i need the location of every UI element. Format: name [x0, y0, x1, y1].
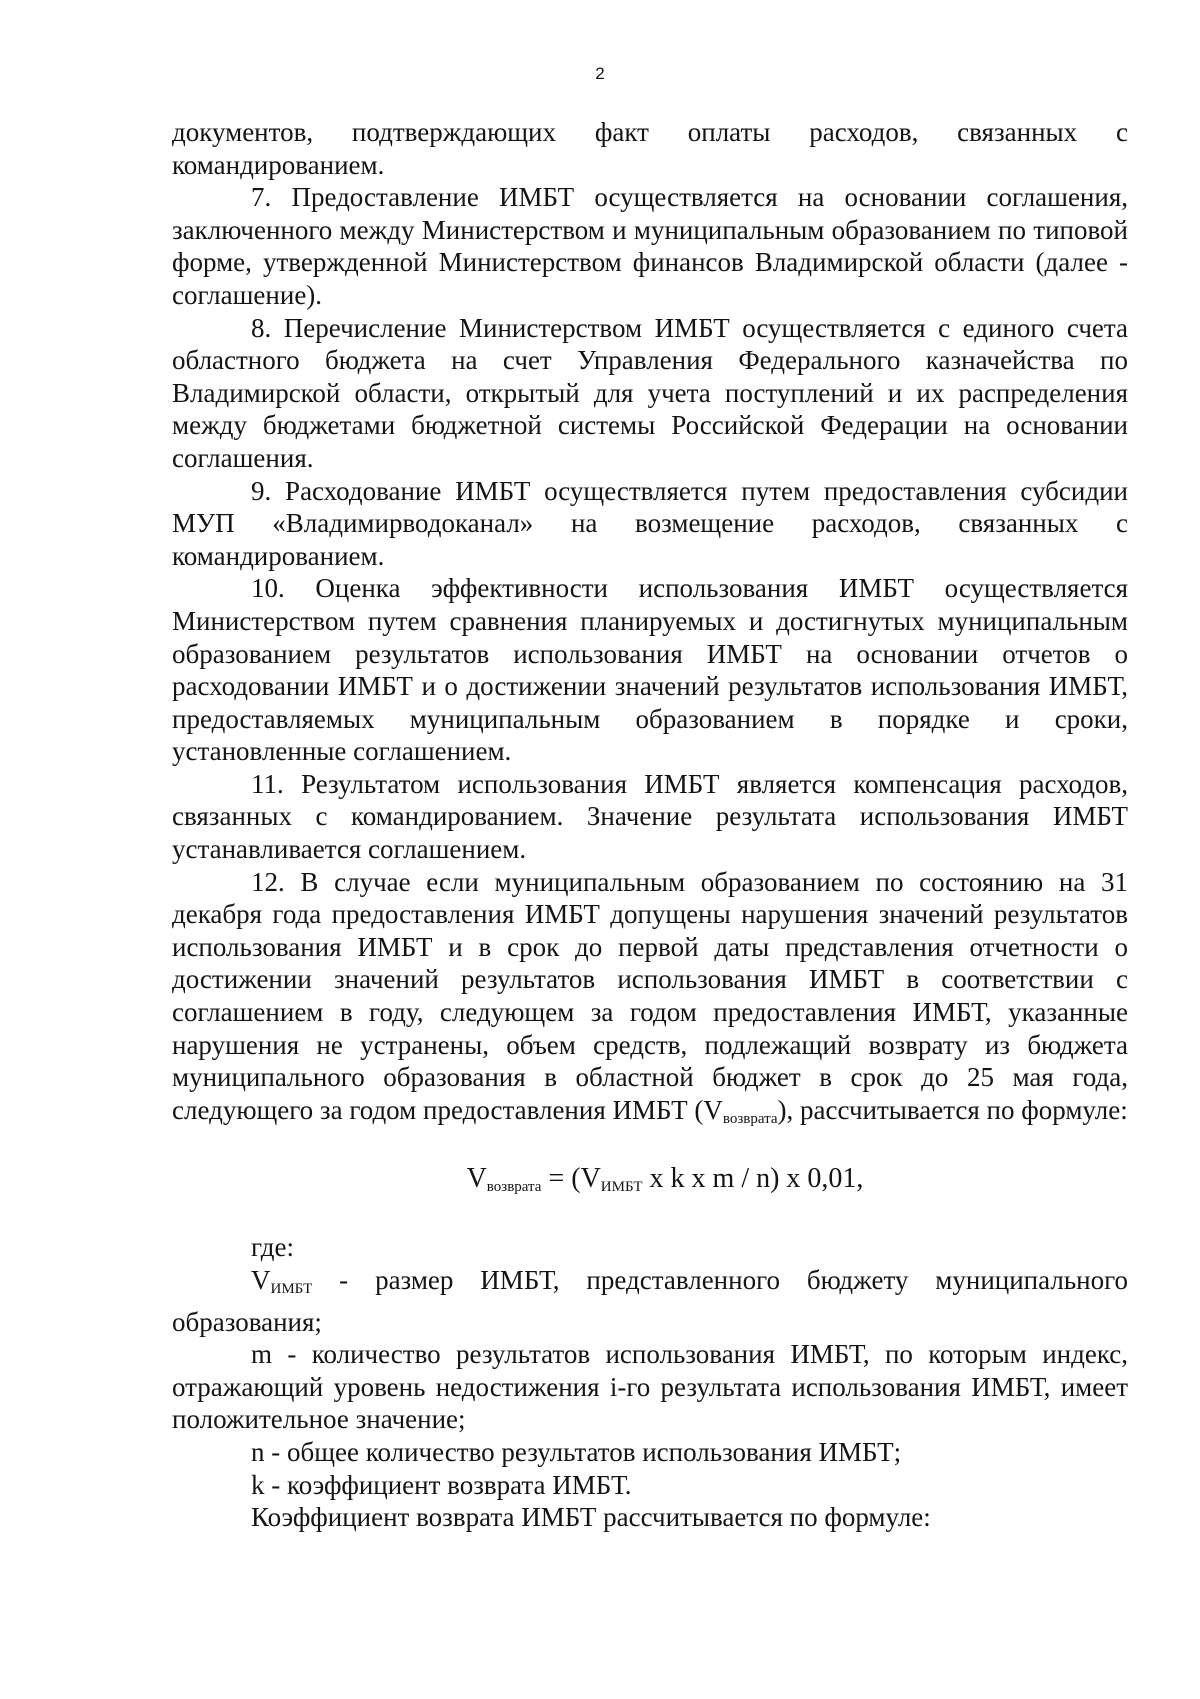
formula-eq-open: = (V	[541, 1163, 601, 1195]
paragraph-11: 11. Результатом использования ИМБТ является компенсация расходов, связанных с командированием. Значение результата использования ИМБТ устанавливается соглашением.	[172, 768, 1128, 865]
paragraph-12-subscript: возврата	[722, 1110, 778, 1127]
formula-imbt-subscript: ИМБТ	[600, 1179, 643, 1196]
formula-v: V	[466, 1163, 487, 1195]
paragraph-continuation: документов, подтверждающих факт оплаты расходов, связанных с командированием.	[172, 117, 1128, 180]
coefficient-line: Коэффициент возврата ИМБТ рассчитывается по формуле:	[251, 1502, 931, 1533]
paragraph-12	[172, 866, 1128, 1136]
definition-n: n - общее количество результатов использования ИМБТ;	[251, 1436, 902, 1467]
formula-v-subscript: возврата	[486, 1179, 542, 1196]
page-number: 2	[595, 64, 605, 83]
definition-m: m - количество результатов использования ИМБТ, по которым индекс, отражающий уровень недостижения i-го результата использования ИМБТ, имеет положительное значение;	[172, 1339, 1128, 1435]
definition-text: - размер ИМБТ, представленного бюджету муниципального образования;	[172, 1265, 1128, 1337]
where-label: где:	[251, 1232, 294, 1263]
paragraph-9: 9. Расходование ИМБТ осуществляется путем предоставления субсидии МУП «Владимирводоканал» на возмещение расходов, связанных с командированием.	[172, 475, 1128, 571]
definition-v-imbt	[172, 1264, 1128, 1338]
definition-symbol: V	[251, 1265, 271, 1295]
paragraph-12-text: 12. В случае если муниципальным образованием по состоянию на 31 декабря года предоставления ИМБТ допущены нарушения значений результатов использования ИМБТ и в срок до первой даты представления отчетности о достижении значений результатов использования ИМБТ в соответствии с соглашением в году, следующем за годом предоставления ИМБТ, указанные нарушения не устранены, объем средств, подлежащий возврату из бюджета муниципального образования в областной бюджет в срок до 25 мая года, следующего за годом предоставления ИМБТ (V	[172, 866, 1128, 1125]
document-body	[172, 116, 1128, 1534]
paragraph-12-text-end: ), рассчитывается по формуле:	[777, 1094, 1128, 1125]
paragraph-7: 7. Предоставление ИМБТ осуществляется на основании соглашения, заключенного между Министерством и муниципальным образованием по типовой форме, утвержденной Министерством финансов Владимирской области (далее - соглашение).	[172, 182, 1128, 310]
paragraph-8: 8. Перечисление Министерством ИМБТ осуществляется с единого счета областного бюджета на счет Управления Федерального казначейства по Владимирской области, открытый для учета поступлений и их распределения между бюджетами бюджетной системы Российской Федерации на основании соглашения.	[172, 312, 1128, 473]
paragraph-10: 10. Оценка эффективности использования ИМБТ осуществляется Министерством путем сравнения планируемых и достигнутых муниципальным образованием результатов использования ИМБТ на основании отчетов о расходовании ИМБТ и о достижении значений результатов использования ИМБТ, предоставляемых муниципальным образованием в порядке и сроки, установленные соглашением.	[172, 573, 1128, 767]
definition-symbol-subscript: ИМБТ	[270, 1281, 313, 1297]
definition-k: k - коэффициент возврата ИМБТ.	[251, 1469, 632, 1500]
formula-rest: x k x m / n) x 0,01,	[642, 1163, 864, 1195]
return-formula	[172, 1159, 1128, 1207]
